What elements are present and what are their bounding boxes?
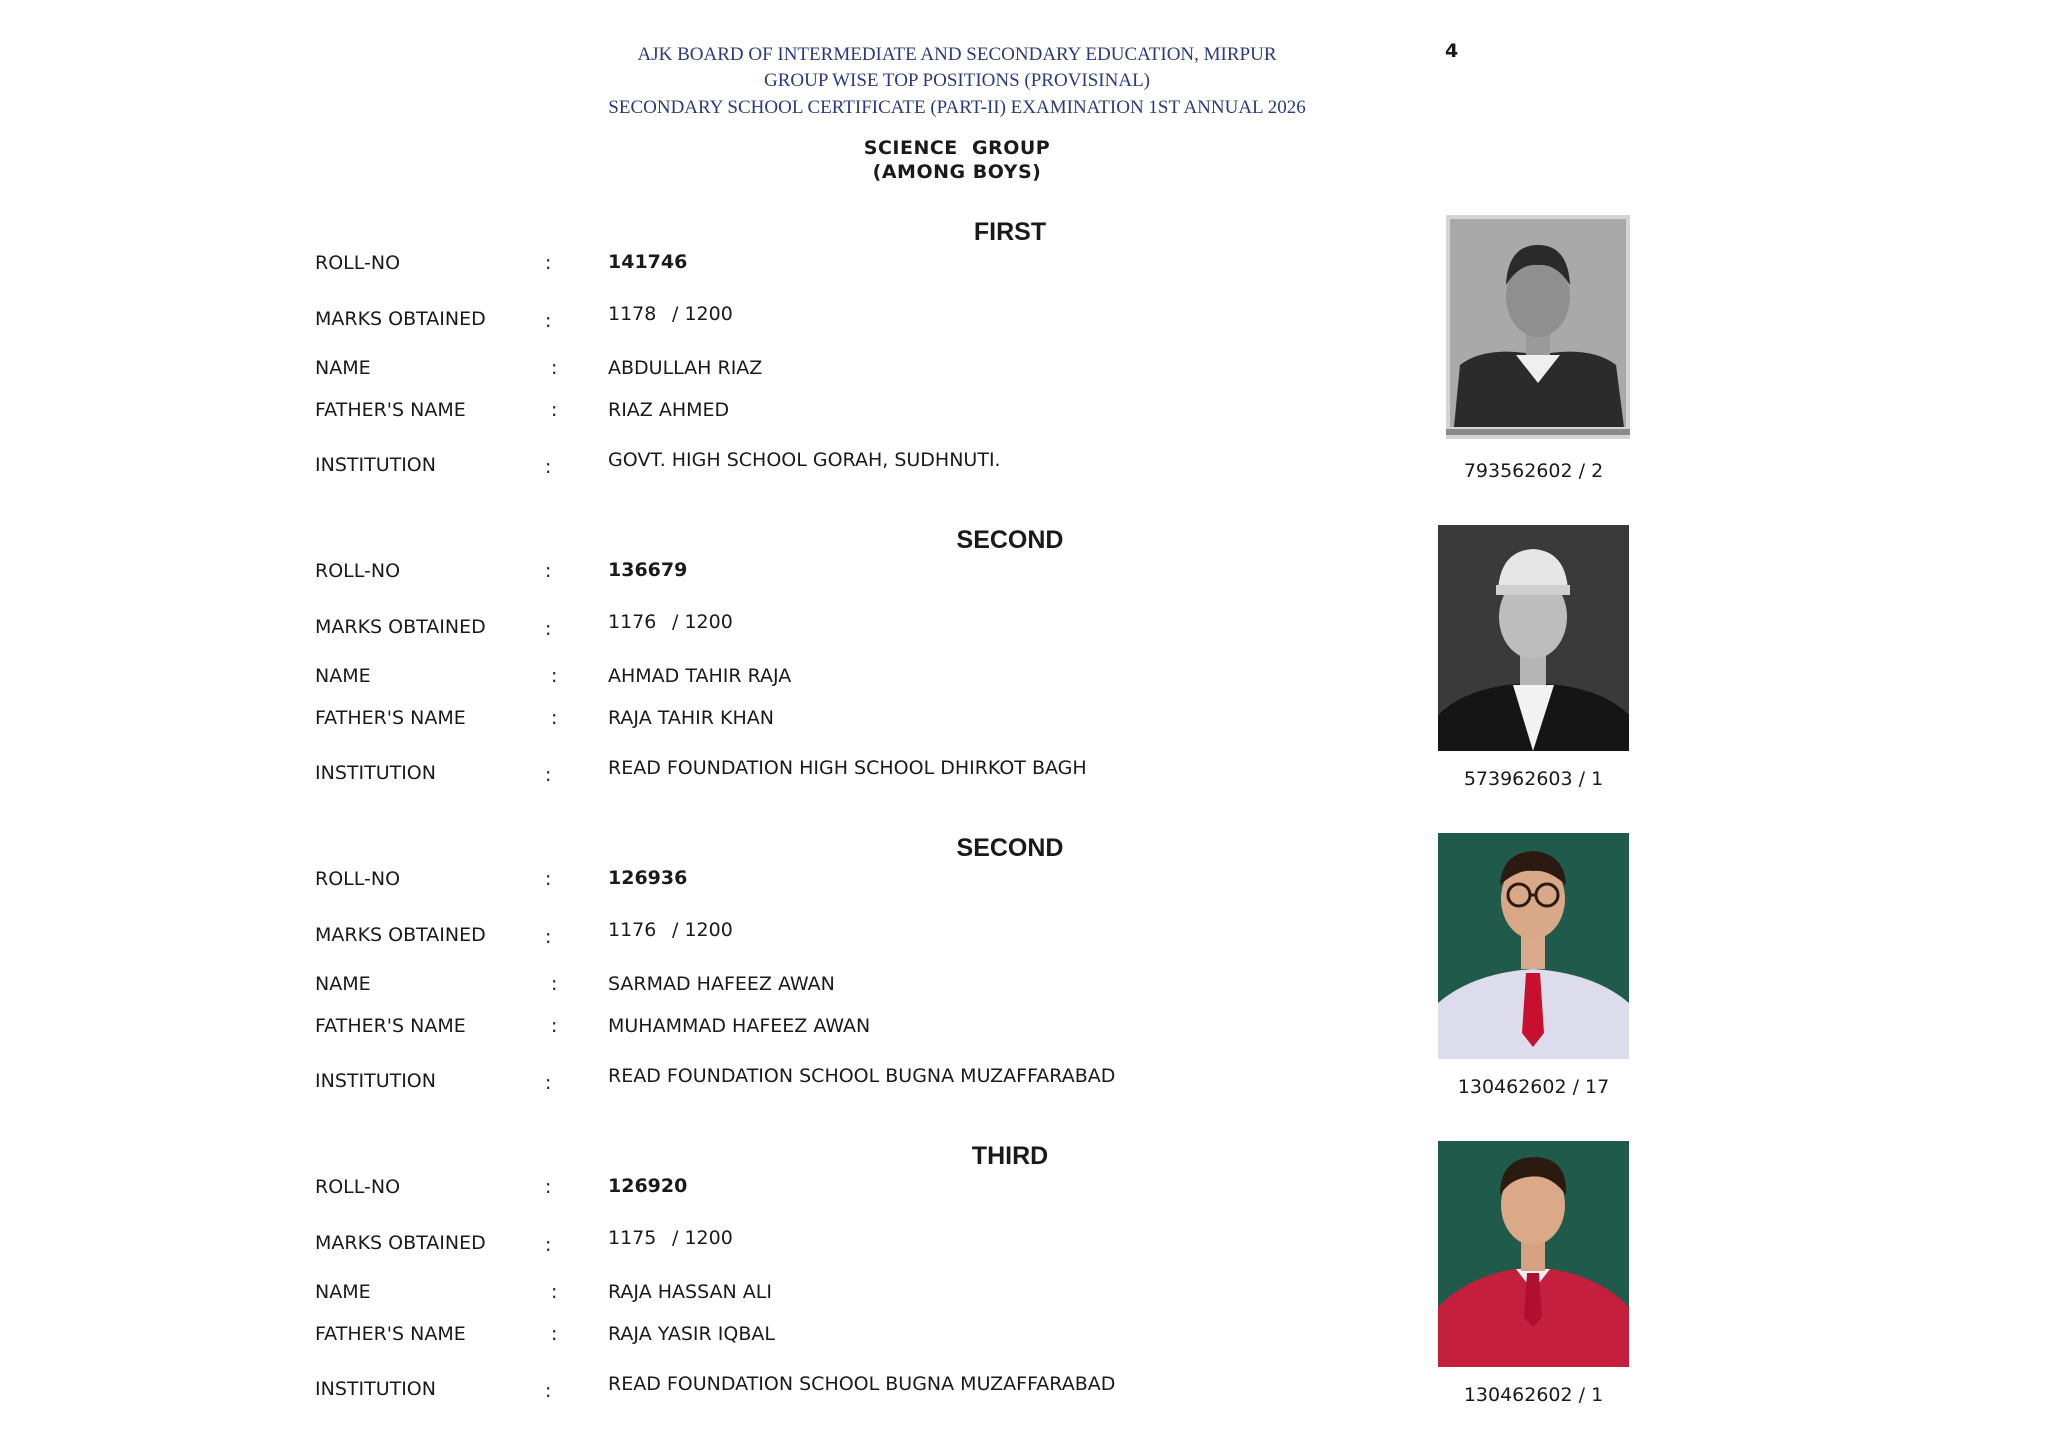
colon: : — [551, 1015, 558, 1037]
photo-code: 130462602 / 17 — [1457, 1076, 1610, 1098]
marks-total: / 1200 — [672, 611, 733, 633]
colon: : — [545, 764, 552, 786]
position-entry-second-tie — [0, 616, 2048, 1098]
colon: : — [545, 560, 552, 582]
photo-code: 130462602 / 1 — [1463, 1384, 1604, 1406]
colon: : — [551, 399, 558, 421]
name-label: NAME — [315, 357, 371, 379]
position-title: SECOND — [956, 526, 1064, 554]
board-title: AJK BOARD OF INTERMEDIATE AND SECONDARY EDUCATION, MIRPUR — [637, 44, 1277, 65]
name-label: NAME — [315, 665, 371, 687]
colon: : — [545, 1234, 552, 1256]
name-label: NAME — [315, 973, 371, 995]
father-name-value: MUHAMMAD HAFEEZ AWAN — [608, 1015, 871, 1037]
group-title: SCIENCE GROUP — [863, 137, 1051, 159]
father-name-value: RAJA YASIR IQBAL — [608, 1323, 775, 1345]
father-name-label: FATHER'S NAME — [315, 707, 466, 729]
marks-value: 1176 — [608, 611, 657, 633]
marks-label: MARKS OBTAINED — [315, 1232, 486, 1254]
roll-no-label: ROLL-NO — [315, 252, 401, 274]
name-label: NAME — [315, 1281, 371, 1303]
colon: : — [551, 973, 558, 995]
portrait-photo — [1438, 1141, 1629, 1367]
page-number: 4 — [1445, 40, 1459, 62]
father-name-label: FATHER'S NAME — [315, 1323, 466, 1345]
colon: : — [545, 618, 552, 640]
photo-code: 573962603 / 1 — [1463, 768, 1604, 790]
colon: : — [551, 1323, 558, 1345]
position-title: SECOND — [956, 834, 1064, 862]
marks-total: / 1200 — [672, 919, 733, 941]
institution-label: INSTITUTION — [315, 762, 436, 784]
colon: : — [551, 357, 558, 379]
father-name-value: RIAZ AHMED — [608, 399, 730, 421]
colon: : — [545, 1072, 552, 1094]
father-name-label: FATHER'S NAME — [315, 399, 466, 421]
colon: : — [545, 1380, 552, 1402]
roll-no-label: ROLL-NO — [315, 560, 401, 582]
colon: : — [545, 310, 552, 332]
name-value: AHMAD TAHIR RAJA — [608, 665, 792, 687]
roll-no-value: 126920 — [608, 1175, 688, 1197]
institution-label: INSTITUTION — [315, 1070, 436, 1092]
name-value: RAJA HASSAN ALI — [608, 1281, 772, 1303]
roll-no-value: 141746 — [608, 251, 688, 273]
colon: : — [545, 1176, 552, 1198]
marks-value: 1175 — [608, 1227, 657, 1249]
marks-label: MARKS OBTAINED — [315, 616, 486, 638]
colon: : — [545, 926, 552, 948]
marks-label: MARKS OBTAINED — [315, 924, 486, 946]
marks-value: 1176 — [608, 919, 657, 941]
marks-value: 1178 — [608, 303, 657, 325]
exam-title: SECONDARY SCHOOL CERTIFICATE (PART-II) EXAMINATION 1ST ANNUAL 2026 — [608, 97, 1306, 118]
institution-value: READ FOUNDATION SCHOOL BUGNA MUZAFFARABAD — [608, 1373, 1116, 1395]
roll-no-value: 136679 — [608, 559, 688, 581]
name-value: ABDULLAH RIAZ — [608, 357, 763, 379]
father-name-label: FATHER'S NAME — [315, 1015, 466, 1037]
name-value: SARMAD HAFEEZ AWAN — [608, 973, 835, 995]
roll-no-label: ROLL-NO — [315, 1176, 401, 1198]
roll-no-label: ROLL-NO — [315, 868, 401, 890]
photo-code: 793562602 / 2 — [1463, 460, 1604, 482]
colon: : — [545, 868, 552, 890]
institution-value: GOVT. HIGH SCHOOL GORAH, SUDHNUTI. — [608, 449, 1001, 471]
student-photo — [1438, 1141, 1629, 1367]
colon: : — [545, 456, 552, 478]
position-entry-first — [0, 0, 2048, 482]
institution-label: INSTITUTION — [315, 1378, 436, 1400]
position-entry-third — [0, 924, 2048, 1406]
colon: : — [551, 707, 558, 729]
colon: : — [551, 1281, 558, 1303]
position-entry-second — [0, 308, 2048, 790]
group-subtitle: (AMONG BOYS) — [872, 161, 1042, 183]
marks-label: MARKS OBTAINED — [315, 308, 486, 330]
colon: : — [545, 252, 552, 274]
position-title: FIRST — [973, 218, 1047, 246]
institution-label: INSTITUTION — [315, 454, 436, 476]
institution-value: READ FOUNDATION SCHOOL BUGNA MUZAFFARABAD — [608, 1065, 1116, 1087]
institution-value: READ FOUNDATION HIGH SCHOOL DHIRKOT BAGH — [608, 757, 1087, 779]
position-title: THIRD — [971, 1142, 1049, 1170]
colon: : — [551, 665, 558, 687]
marks-total: / 1200 — [672, 303, 733, 325]
marks-total: / 1200 — [672, 1227, 733, 1249]
roll-no-value: 126936 — [608, 867, 688, 889]
father-name-value: RAJA TAHIR KHAN — [608, 707, 774, 729]
list-subtitle: GROUP WISE TOP POSITIONS (PROVISINAL) — [763, 70, 1151, 91]
